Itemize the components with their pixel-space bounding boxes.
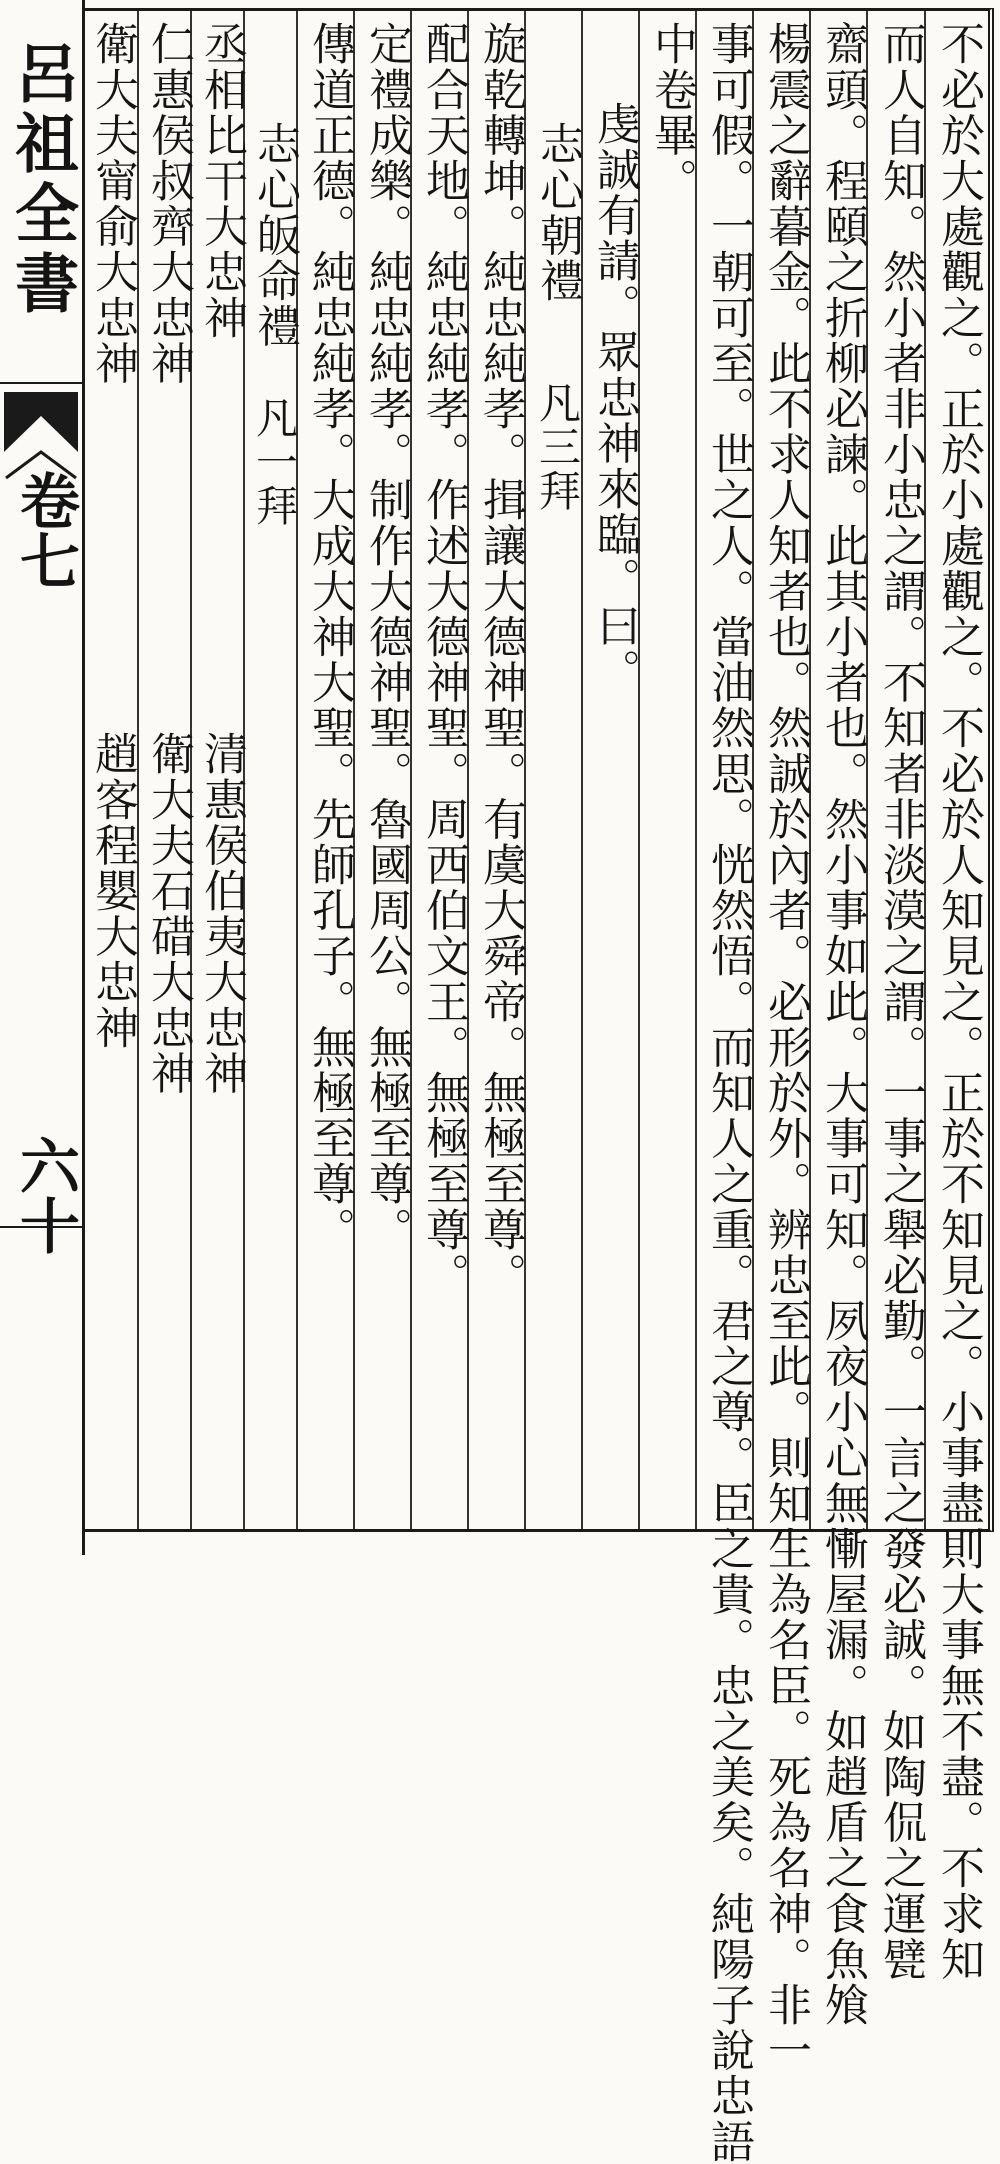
text-column-5 (695, 11, 754, 2164)
text-column-10 (410, 11, 467, 1529)
column-text-lower: 衛大夫石碏大忠神 (143, 731, 194, 1096)
column-text: 事可假。一朝可至。世之人。當油然思。恍然悟。而知人之重。君之尊。臣之貴。忠之美矣。純陽子說忠語 (703, 21, 754, 2164)
margin-divider (0, 1226, 82, 1228)
column-text-lower: 清惠侯伯夷大忠神 (196, 731, 247, 1096)
column-note: 凡三拜 (533, 381, 582, 513)
text-column-1 (924, 11, 984, 1982)
column-text: 中卷畢。 (646, 21, 697, 204)
column-text: 志心朝禮 (532, 121, 583, 304)
column-text: 志心皈命禮 (249, 121, 300, 349)
leaf-number: 六十 (10, 1135, 80, 1255)
book-title: 呂祖全書 (4, 40, 79, 320)
column-text: 而人自知。然小者非小忠之謂。不知者非淡漠之謂。一事之舉必勤。一言之發必誠。如陶侃之運甓 (875, 21, 926, 1982)
text-column-11 (353, 11, 410, 1529)
text-column-7 (581, 11, 638, 1529)
column-text: 齋頭。程頤之折柳必諫。此其小者也。然小事如此。大事可知。夙夜小心無慚屋漏。如趙盾之食魚飧 (817, 21, 868, 2028)
margin-divider (0, 382, 82, 384)
text-column-6 (638, 11, 695, 1529)
column-text: 定禮成樂。純忠純孝。制作大德神聖。魯國周公。無極至尊。 (361, 21, 412, 1253)
text-column-12 (296, 11, 353, 1529)
text-column-4 (752, 11, 811, 2073)
text-column-3 (809, 11, 868, 2028)
text-frame (82, 8, 994, 2164)
text-column-13 (243, 11, 300, 1529)
column-text: 不必於大處觀之。正於小處觀之。不必於人知見之。正於不知見之。小事盡則大事無不盡。不求知 (933, 21, 984, 1982)
volume-label: 卷七 (10, 470, 80, 590)
column-text: 衛大夫甯俞大忠神 (87, 21, 138, 386)
text-column-16 (82, 11, 137, 1529)
text-column-15 (137, 11, 194, 1529)
column-text: 楊震之辭暮金。此不求人知者也。然誠於內者。必形於外。辨忠至此。則知生為名臣。死為名神。非一 (760, 21, 811, 2073)
fish-tail-ornament (4, 392, 78, 452)
column-note: 凡一拜 (250, 396, 299, 528)
column-text: 仁惠侯叔齊大忠神 (143, 21, 194, 386)
column-text: 丞相比干大忠神 (196, 21, 247, 341)
text-column-8 (524, 11, 581, 1529)
column-text: 配合天地。純忠純孝。作述大德神聖。周西伯文王。無極至尊。 (418, 21, 469, 1298)
column-text: 傳道正德。純忠純孝。大成大神大聖。先師孔子。無極至尊。 (304, 21, 355, 1253)
column-text: 旋乾轉坤。純忠純孝。揖讓大德神聖。有虞大舜帝。無極至尊。 (475, 21, 526, 1298)
page-margin (0, 0, 85, 1555)
column-text-lower: 趙客程嬰大忠神 (87, 731, 138, 1051)
column-text: 虔誠有請。眾忠神來臨。曰。 (589, 101, 640, 694)
text-column-2 (866, 11, 926, 1982)
text-column-14 (190, 11, 247, 1529)
text-column-9 (467, 11, 524, 1529)
